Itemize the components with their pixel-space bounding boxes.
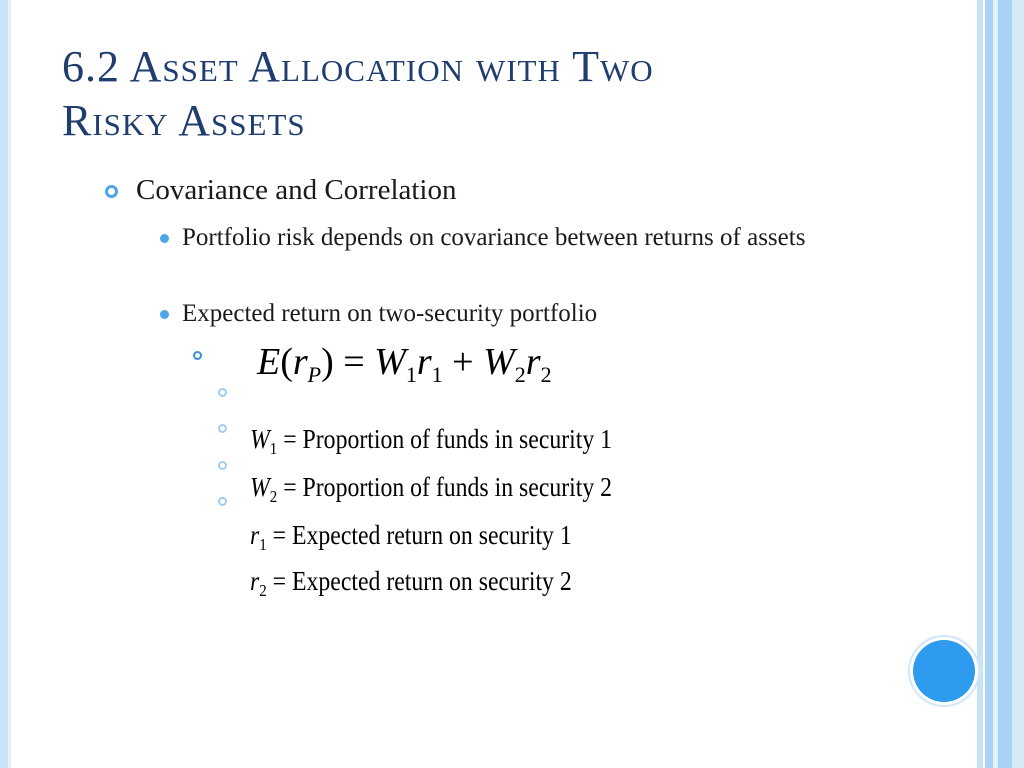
right-decorative-band	[985, 0, 993, 768]
eq-equals: =	[343, 341, 365, 383]
eq-E: E	[257, 341, 281, 383]
eq-W2-sub: 2	[514, 362, 526, 387]
slide-title-line2: Risky Assets	[62, 96, 306, 145]
def-text: = Proportion of funds in security 2	[283, 472, 613, 502]
sub-bullet-text: Portfolio risk depends on covariance between returns of assets	[182, 224, 806, 251]
def-text: = Expected return on security 2	[272, 566, 572, 596]
def-sub: 1	[269, 439, 278, 458]
sub-bullet-text: Expected return on two-security portfolio	[182, 300, 598, 327]
def-sub: 1	[259, 535, 267, 554]
eq-r: r	[292, 341, 308, 383]
definition-w2	[250, 472, 612, 507]
ring-bullet-icon	[218, 388, 227, 397]
def-text: = Proportion of funds in security 1	[283, 424, 613, 454]
expected-return-equation	[257, 340, 552, 388]
ring-bullet-icon	[218, 461, 227, 470]
eq-r2-sub: 2	[540, 362, 552, 387]
definition-w1	[250, 424, 612, 459]
eq-W2: W	[483, 341, 515, 383]
ring-bullet-icon	[218, 497, 227, 506]
eq-W1: W	[374, 341, 406, 383]
slide-title-line1: 6.2 Asset Allocation with Two	[62, 42, 654, 91]
def-sub: 2	[259, 581, 267, 600]
dot-bullet-icon	[160, 234, 169, 243]
eq-W1-sub: 1	[405, 362, 417, 387]
definition-r1	[250, 520, 572, 555]
eq-plus: +	[452, 341, 474, 383]
eq-close-paren: )	[321, 341, 334, 383]
decorative-circle	[913, 640, 975, 702]
slide-title	[62, 40, 962, 148]
right-decorative-band	[998, 0, 1012, 768]
ring-bullet-icon	[218, 424, 227, 433]
eq-open-paren: (	[280, 341, 293, 383]
right-decorative-band	[1012, 0, 1024, 768]
definition-r2	[250, 566, 572, 601]
bullet-text: Covariance and Correlation	[136, 174, 457, 206]
eq-r1-sub: 1	[431, 362, 443, 387]
dot-bullet-icon	[160, 310, 169, 319]
def-text: = Expected return on security 1	[272, 520, 572, 550]
eq-r2: r	[525, 341, 541, 383]
eq-r-sub: P	[307, 362, 322, 387]
ring-bullet-icon	[193, 351, 202, 360]
def-var: W	[250, 424, 270, 454]
def-var: r	[250, 520, 260, 550]
def-sub: 2	[269, 487, 278, 506]
def-var: r	[250, 566, 260, 596]
right-decorative-band	[977, 0, 983, 768]
def-var: W	[250, 472, 270, 502]
left-decorative-line	[8, 0, 11, 768]
left-decorative-stripe	[0, 0, 8, 768]
ring-bullet-icon	[105, 185, 118, 198]
eq-r1: r	[416, 341, 432, 383]
